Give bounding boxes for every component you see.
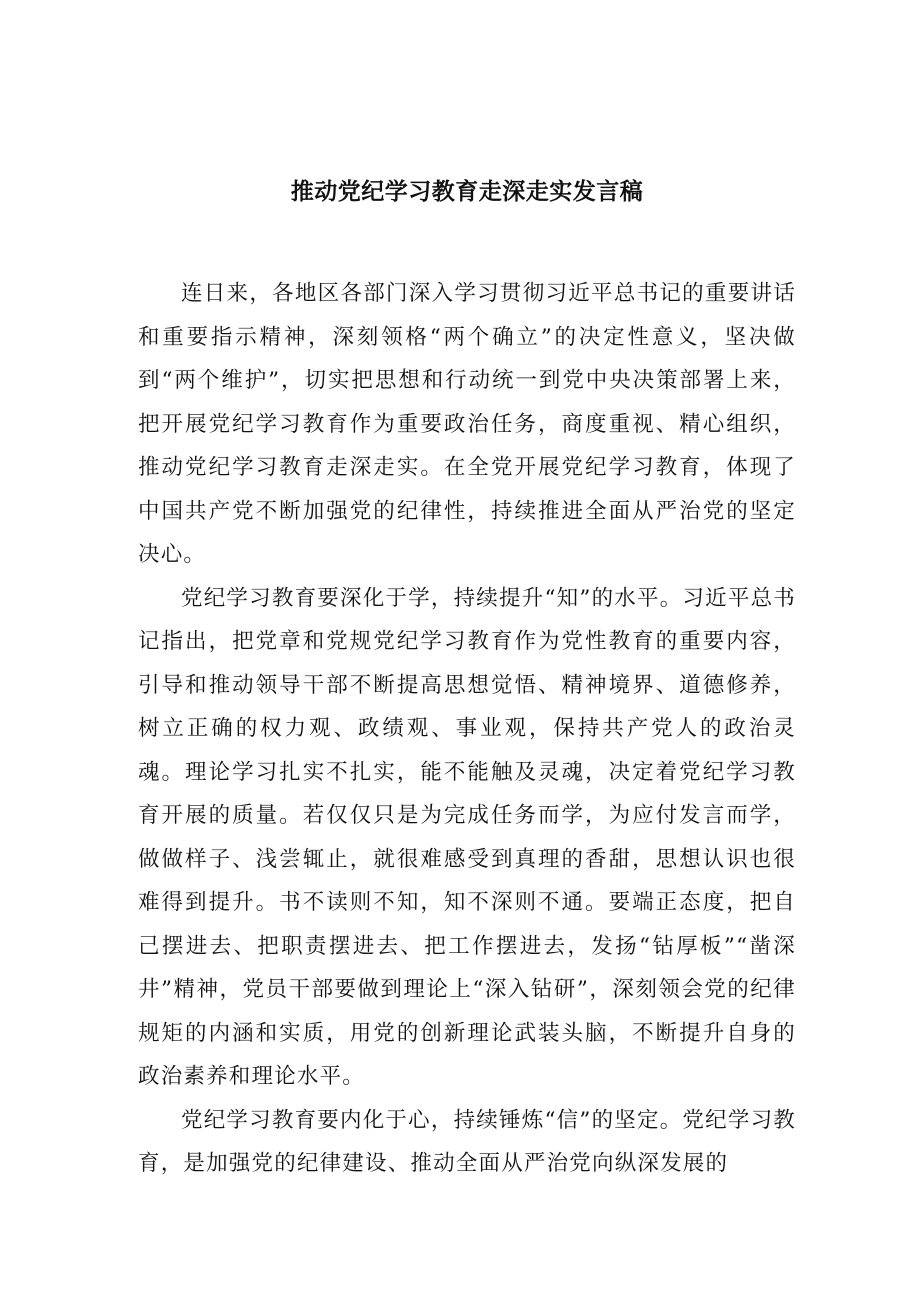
- body-paragraph-3: 党纪学习教育要内化于心，持续锤炼“信”的坚定。党纪学习教育，是加强党的纪律建设、推动全面从严治党向纵深发展的: [138, 1107, 796, 1176]
- document-title: 推动党纪学习教育走深走实发言稿: [290, 179, 644, 205]
- body-paragraph-2: 党纪学习教育要深化于学，持续提升“知”的水平。习近平总书记指出，把党章和党规党纪学习教育作为党性教育的重要内容，引导和推动领导干部不断提高思想觉悟、精神境界、道德修养，树立正确的权力观、政绩观、事业观，保持共产党人的政治灵魂。理论学习扎实不扎实，能不能触及灵魂，决定着党纪学习教育开展的质量。若仅仅只是为完成任务而学，为应付发言而学，做做样子、浅尝辄止，就很难感受到真理的香甜，思想认识也很难得到提升。书不读则不知，知不深则不通。要端正态度，把自己摆进去、把职责摆进去、把工作摆进去，发扬“钻厚板”“凿深井”精神，党员干部要做到理论上“深入钻研”，深刻领会党的纪律规矩的内涵和实质，用党的创新理论武装头脑，不断提升自身的政治素养和理论水平。: [138, 585, 796, 1089]
- body-paragraph-1: 连日来，各地区各部门深入学习贯彻习近平总书记的重要讲话和重要指示精神，深刻领格“两个确立”的决定性意义，坚决做到“两个维护”，切实把思想和行动统一到党中央决策部署上来，把开展党纪学习教育作为重要政治任务，商度重视、精心组织，推动党纪学习教育走深走实。在全党开展党纪学习教育，体现了中国共产党不断加强党的纪律性，持续推进全面从严治党的坚定决心。: [138, 281, 796, 567]
